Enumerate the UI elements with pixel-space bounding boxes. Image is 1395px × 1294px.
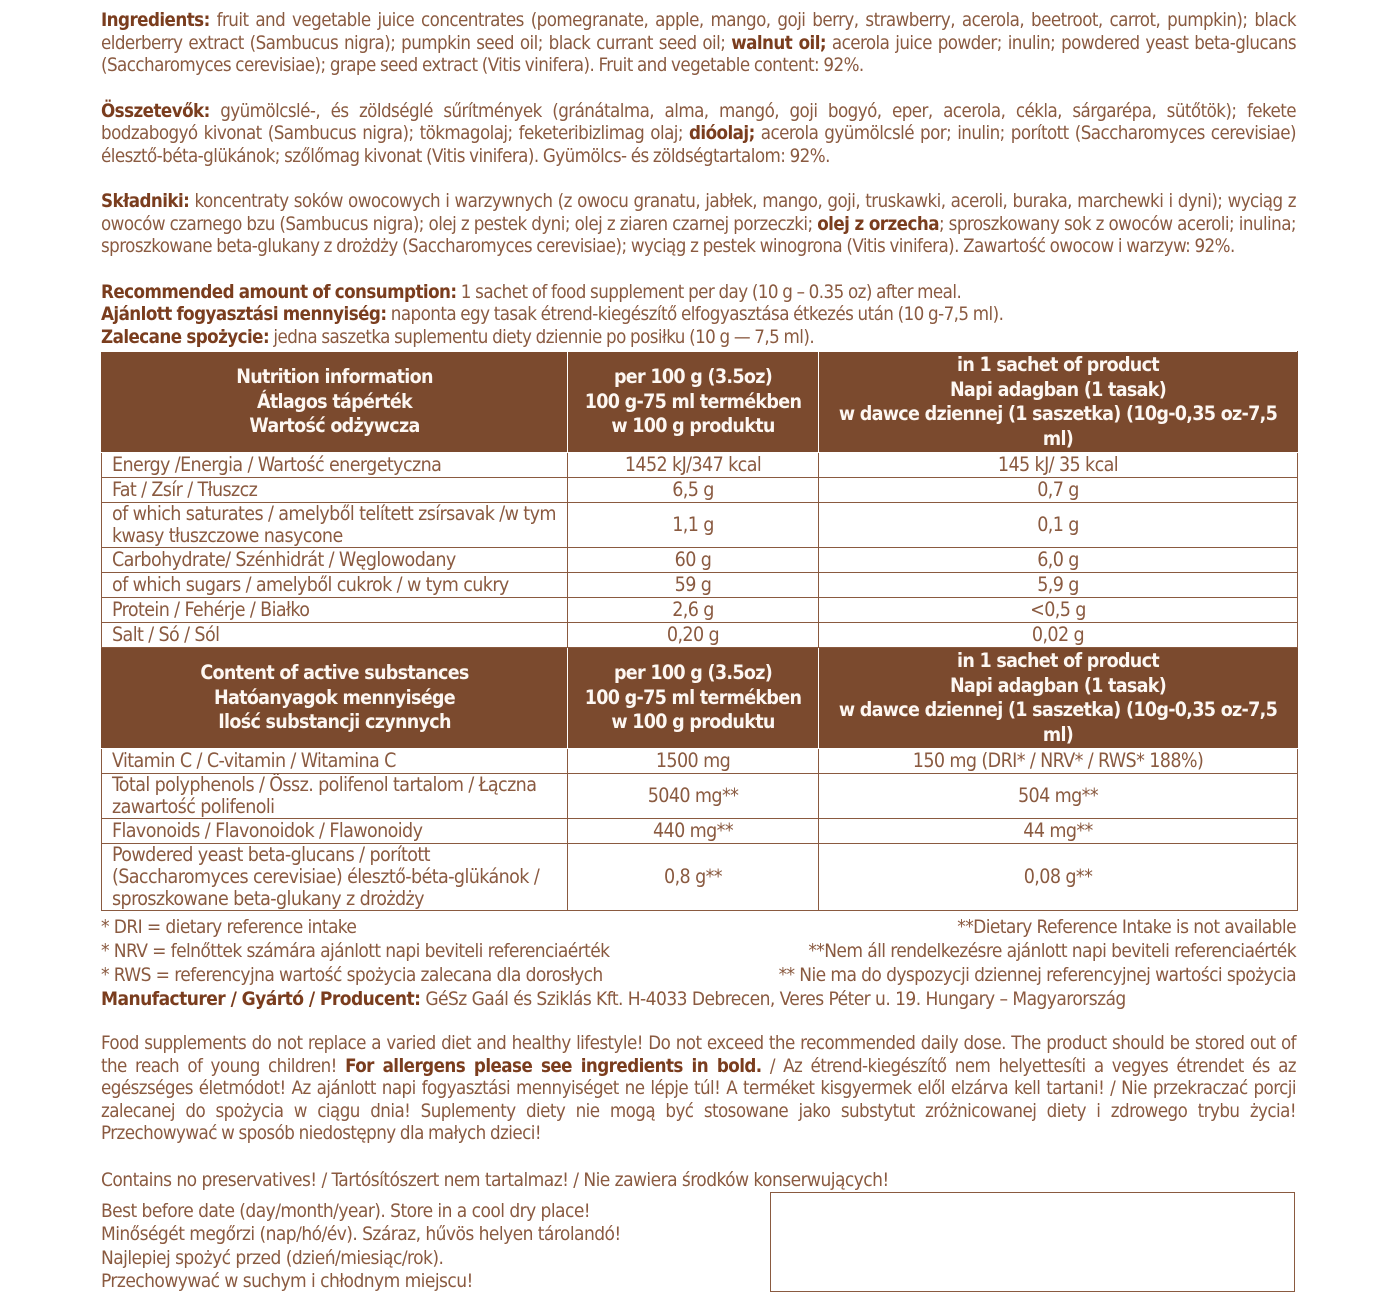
preservatives-note: Contains no preservatives! / Tartósítószert nem tartalmaz! / Nie zawiera środków konserwujących! <box>101 1168 889 1191</box>
nutrient-name: Powdered yeast beta-glucans / porított (Saccharomyces cerevisiae) élesztő-béta-glükánok / sproszkowane beta-glukany z drożdży <box>102 844 568 911</box>
ingredients-pl-label: Składniki: <box>101 191 190 212</box>
header-line: 100 g-75 ml termékben <box>584 685 802 709</box>
footnotes-right <box>779 915 1296 987</box>
value-per-100g: 6,5 g <box>568 478 819 503</box>
footnote-dri: * DRI = dietary reference intake <box>101 916 357 938</box>
ingredients-hu-text-2: acerola gyümölcslé por; inulin; porított (Saccharomyces cerevisiae) élesztő-béta-glükánok; szőlőmag kivonat (Vitis vinifera). Gyümölcs- és zöldségtartalom: 92%. <box>101 123 1296 167</box>
value-per-sachet: 0,7 g <box>819 478 1298 503</box>
ingredients-en-text-2: acerola juice powder; inulin; powdered yeast beta-glucans (Saccharomyces cerevisiae); grape seed extract (Vitis vinifera). Fruit and vegetable content: 92%. <box>101 32 1297 76</box>
consumption-pl <box>101 327 1296 350</box>
value-per-sachet: 44 mg** <box>819 819 1298 844</box>
warning-allergens: For allergens please see ingredients in bold. <box>345 1055 762 1077</box>
nutrition-header-col3 <box>819 352 1298 453</box>
nutrient-name: Salt / Só / Sól <box>102 623 568 648</box>
header-line: w dawce dziennej (1 saszetka) (10g-0,35 oz-7,5 ml) <box>838 698 1278 746</box>
table-row <box>102 548 1298 573</box>
manufacturer-label: Manufacturer / Gyártó / Producent: <box>101 988 421 1010</box>
manufacturer <box>101 987 1296 1011</box>
ingredients-hu-allergen: dióolaj; <box>689 123 755 144</box>
table-row <box>102 623 1298 648</box>
best-before-en: Best before date (day/month/year). Store in a cool dry place! <box>101 1199 591 1222</box>
header-line: per 100 g (3.5oz) <box>613 365 773 389</box>
value-per-100g: 1,1 g <box>568 503 819 548</box>
value-per-sachet: <0,5 g <box>819 598 1298 623</box>
ingredients-en-label: Ingredients: <box>101 10 210 31</box>
nutrient-name: Vitamin C / C-vitamin / Witamina C <box>102 749 568 774</box>
active-substances-header-col1 <box>102 648 568 749</box>
footnote-dri-na-en: **Dietary Reference Intake is not available <box>957 916 1296 938</box>
footnote-rws: * RWS = referencyjna wartość spożycia zalecana dla dorosłych <box>101 964 603 986</box>
header-line: Napi adagban (1 tasak) <box>949 673 1167 697</box>
manufacturer-text: GéSz Gaál és Sziklás Kft. H-4033 Debrecen, Veres Péter u. 19. Hungary – Magyarország <box>420 988 1126 1010</box>
active-substances-header-col3 <box>819 648 1298 749</box>
table-row <box>102 453 1298 478</box>
value-per-100g: 5040 mg** <box>568 774 819 819</box>
nutrient-name: Carbohydrate/ Szénhidrát / Węglowodany <box>102 548 568 573</box>
table-row <box>102 819 1298 844</box>
nutrition-header-col2 <box>568 352 819 453</box>
footnotes <box>101 915 1296 987</box>
active-substances-header-col2 <box>568 648 819 749</box>
nutrient-name: Energy /Energia / Wartość energetyczna <box>102 453 568 478</box>
ingredients-hu-label: Összetevők: <box>101 100 210 122</box>
nutrition-header-col1 <box>102 352 568 453</box>
consumption-hu <box>101 304 1296 327</box>
consumption-hu-text: naponta egy tasak étrend-kiegészítő elfogyasztása étkezés után (10 g-7,5 ml). <box>386 304 1004 325</box>
table-row <box>102 478 1298 503</box>
value-per-sachet: 0,02 g <box>819 623 1298 648</box>
ingredients-en-allergen: walnut oil; <box>731 32 827 54</box>
warning-text-2: / Az étrend-kiegészítő nem helyettesíti a vegyes étrendet és az egészséges életmódot! Az ajánlott napi fogyasztási mennyiséget ne lépje túl! A terméket kisgyermek elől elzárva kell tartani! / Nie przekraczać porcji zalecanej do spożycia w ciągu dnia! Suplementy diety nie mogą być stosowane jako substytut zróżnicowanej diety i zdrowego trybu życia! Przechowywać w sposób niedostępny dla małych dzieci! <box>101 1055 1297 1144</box>
value-per-100g: 1500 mg <box>568 749 819 774</box>
ingredients-hu-text-1: gyümölcslé-, és zöldséglé sűrítmények (gránátalma, alma, mangó, goji bogyó, eper, acerola, cékla, sárgarépa, sütőtök); fekete bodzabogyó kivonat (Sambucus nigra); tökmagolaj; feketeribizlimag olaj; <box>101 100 1296 144</box>
table-row <box>102 844 1298 911</box>
table-row <box>102 774 1298 819</box>
consumption-en-text: 1 sachet of food supplement per day (10 g – 0.35 oz) after meal. <box>456 281 962 303</box>
consumption-hu-label: Ajánlott fogyasztási mennyiség: <box>101 304 387 325</box>
header-line: in 1 sachet of product <box>957 353 1159 376</box>
nutrient-name: Fat / Zsír / Tłuszcz <box>102 478 568 503</box>
consumption-pl-text: jedna saszetka suplementu diety dziennie po posiłku (10 g — 7,5 ml). <box>269 326 815 348</box>
label-document <box>101 10 1296 1294</box>
value-per-100g: 0,8 g** <box>568 844 819 911</box>
value-per-sachet: 0,1 g <box>819 503 1298 548</box>
ingredients-hu <box>101 101 1296 169</box>
table-row <box>102 503 1298 548</box>
ingredients-pl-allergen: olej z orzecha <box>817 213 939 235</box>
consumption-en <box>101 282 1296 305</box>
consumption-en-label: Recommended amount of consumption: <box>101 281 457 303</box>
header-line: 100 g-75 ml termékben <box>584 389 802 413</box>
header-line: Wartość odżywcza <box>249 414 420 438</box>
header-line: w 100 g produktu <box>611 414 775 438</box>
date-print-box <box>770 1192 1295 1292</box>
nutrient-name: Total polyphenols / Össz. polifenol tartalom / Łączna zawartość polifenoli <box>102 774 568 819</box>
nutrition-header <box>102 352 1298 453</box>
nutrient-name: of which saturates / amelyből telített zsírsavak /w tym kwasy tłuszczowe nasycone <box>102 503 568 548</box>
nutrition-table <box>101 351 1298 911</box>
header-line: w 100 g produktu <box>611 710 775 734</box>
nutrient-name: of which sugars / amelyből cukrok / w tym cukry <box>102 573 568 598</box>
header-line: Nutrition information <box>236 365 433 389</box>
header-line: per 100 g (3.5oz) <box>613 661 773 685</box>
header-line: Ilość substancji czynnych <box>218 710 451 734</box>
ingredients-en-text-1: fruit and vegetable juice concentrates (pomegranate, apple, mango, goji berry, strawberry, acerola, beetroot, carrot, pumpkin); black elderberry extract (Sambucus nigra); pumpkin seed oil; black currant seed oil; <box>101 10 1296 54</box>
nutrient-name: Flavonoids / Flavonoidok / Flawonoidy <box>102 819 568 844</box>
value-per-sachet: 504 mg** <box>819 774 1298 819</box>
value-per-sachet: 5,9 g <box>819 573 1298 598</box>
value-per-100g: 2,6 g <box>568 598 819 623</box>
ingredients-pl <box>101 191 1296 259</box>
value-per-sachet: 145 kJ/ 35 kcal <box>819 453 1298 478</box>
value-per-100g: 1452 kJ/347 kcal <box>568 453 819 478</box>
table-row <box>102 749 1298 774</box>
footnote-dri-na-pl: ** Nie ma do dyspozycji dziennej referencyjnej wartości spożycia <box>778 964 1296 986</box>
header-line: Napi adagban (1 tasak) <box>949 377 1167 401</box>
warning-text-1: Food supplements do not replace a varied diet and healthy lifestyle! Do not exceed the recommended daily dose. The product should be stored out of the reach of young children! <box>101 1033 1296 1077</box>
best-before-pl: Najlepiej spożyć przed (dzień/miesiąc/rok). <box>101 1246 444 1269</box>
footnote-nrv: * NRV = felnőttek számára ajánlott napi beviteli referenciaérték <box>101 940 610 962</box>
header-line: Hatóanyagok mennyisége <box>214 685 455 709</box>
footnotes-left <box>101 915 609 987</box>
consumption-pl-label: Zalecane spożycie: <box>101 326 270 348</box>
active-substances-header <box>102 648 1298 749</box>
value-per-sachet: 6,0 g <box>819 548 1298 573</box>
table-row <box>102 598 1298 623</box>
value-per-100g: 440 mg** <box>568 819 819 844</box>
ingredients-en <box>101 10 1296 78</box>
header-line: in 1 sachet of product <box>957 649 1159 672</box>
ingredients-pl-text-1: koncentraty soków owocowych i warzywnych (z owocu granatu, jabłek, mango, goji, truskawki, aceroli, buraka, marchewki i dyni); wyciąg z owoców czarnego bzu (Sambucus nigra); olej z pestek dyni; olej z ziaren czarnej porzeczki; <box>101 191 1296 235</box>
value-per-100g: 0,20 g <box>568 623 819 648</box>
footnote-dri-na-hu: **Nem áll rendelkezésre ajánlott napi beviteli referenciaérték <box>808 940 1296 962</box>
warning-text <box>101 1033 1296 1146</box>
nutrient-name: Protein / Fehérje / Białko <box>102 598 568 623</box>
value-per-100g: 60 g <box>568 548 819 573</box>
table-row <box>102 573 1298 598</box>
header-line: w dawce dziennej (1 saszetka) (10g-0,35 oz-7,5 ml) <box>838 402 1278 450</box>
value-per-sachet: 0,08 g** <box>819 844 1298 911</box>
header-line: Content of active substances <box>200 661 469 685</box>
value-per-sachet: 150 mg (DRI* / NRV* / RWS* 188%) <box>819 749 1298 774</box>
best-before-hu: Minőségét megőrzi (nap/hó/év). Száraz, hűvös helyen tárolandó! <box>101 1223 621 1245</box>
best-before-pl-store: Przechowywać w suchym i chłodnym miejscu! <box>101 1270 473 1292</box>
value-per-100g: 59 g <box>568 573 819 598</box>
ingredients-pl-text-2: ; sproszkowany sok z owoców aceroli; inulina; sproszkowane beta-glukany z drożdży (Saccharomyces cerevisiae); wyciąg z pestek winogrona (Vitis vinifera). Zawartość owocow i warzyw: 92%. <box>101 213 1297 257</box>
header-line: Átlagos tápérték <box>256 389 413 413</box>
